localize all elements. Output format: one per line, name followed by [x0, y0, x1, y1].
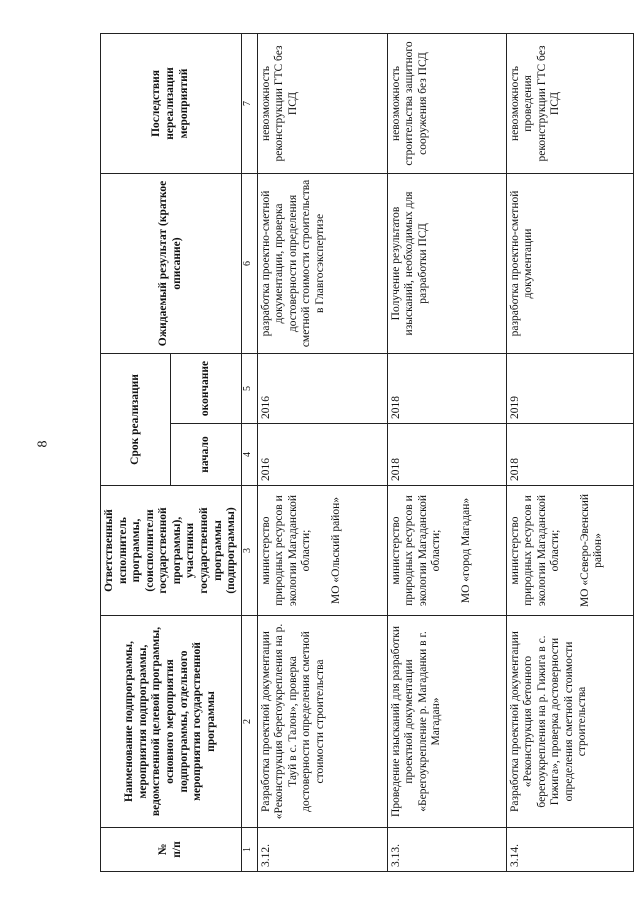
table-row	[506, 33, 633, 871]
row-num: 3.14.	[506, 828, 633, 872]
responsible-municipality: МО «город Магадан»	[460, 497, 473, 604]
row-name: Разработка проектной документации «Реконструкция бетонного берегоукрепления на р. Гижига в с. Гижига», проверка достоверности определения сметной стоимости строительства	[506, 616, 633, 828]
header-consequences: Последствия нереализации мероприятий	[101, 33, 242, 173]
row-consequences: невозможность реконструкции ГТС без ПСД	[257, 33, 387, 173]
header-period: Срок реализации	[101, 353, 171, 485]
header-row	[101, 33, 171, 871]
column-number: 3	[241, 486, 257, 616]
header-end: окончание	[171, 353, 241, 423]
responsible-ministry: министерство природных ресурсов и экологии Магаданской области;	[389, 494, 443, 607]
header-name: Наименование подпрограммы, мероприятия подпрограммы, ведомственной целевой программы, основного мероприятия подпрограммы, отдельного мероприятия государственной программы	[101, 616, 242, 828]
table-row	[387, 33, 506, 871]
header-num: № п/п	[101, 828, 242, 872]
header-start: начало	[171, 424, 241, 486]
column-number-row	[241, 33, 257, 871]
row-start: 2016	[257, 424, 387, 486]
row-result: Получение результатов изысканий, необходимых для разработки ПСД	[387, 173, 506, 353]
row-result: разработка проектно-сметной документации	[506, 173, 633, 353]
row-end: 2018	[387, 353, 506, 423]
row-start: 2018	[387, 424, 506, 486]
row-responsible	[257, 486, 387, 616]
column-number: 4	[241, 424, 257, 486]
responsible-municipality: МО «Ольский район»	[329, 497, 342, 604]
row-responsible	[387, 486, 506, 616]
row-name: Проведение изысканий для разработки проектной документации «Берегоукрепление р. Магаданки в г. Магадан»	[387, 616, 506, 828]
row-start: 2018	[506, 424, 633, 486]
column-number: 5	[241, 353, 257, 423]
header-result: Ожидаемый результат (краткое описание)	[101, 173, 242, 353]
responsible-municipality: МО «Северо-Эвенский район»	[578, 493, 605, 608]
row-end: 2019	[506, 353, 633, 423]
header-responsible: Ответственный исполнитель программы, (соисполнители государственной программы), участники государственной программы (подпрограммы)	[101, 486, 242, 616]
row-consequences: невозможность строительства защитного сооружения без ПСД	[387, 33, 506, 173]
page-number: 8	[35, 440, 51, 448]
column-number: 1	[241, 828, 257, 872]
row-name: Разработка проектной документации «Реконструкция берегоукрепления на р. Тауй в с. Талон», проверка достоверности определения сметной стоимости строительства	[257, 616, 387, 828]
column-number: 7	[241, 33, 257, 173]
row-consequences: невозможность проведения реконструкции ГТС без ПСД	[506, 33, 633, 173]
column-number: 2	[241, 616, 257, 828]
rotated-table-container	[100, 34, 605, 872]
row-num: 3.13.	[387, 828, 506, 872]
program-measures-table	[100, 33, 634, 872]
row-result: разработка проектно-сметной документации, проверка достоверности определения сметной стоимости строительства в Главгосэкспертизе	[257, 173, 387, 353]
responsible-ministry: министерство природных ресурсов и экологии Магаданской области;	[508, 494, 562, 607]
responsible-ministry: министерство природных ресурсов и экологии Магаданской области;	[259, 494, 313, 607]
table-row	[257, 33, 387, 871]
column-number: 6	[241, 173, 257, 353]
row-end: 2016	[257, 353, 387, 423]
row-num: 3.12.	[257, 828, 387, 872]
row-responsible	[506, 486, 633, 616]
